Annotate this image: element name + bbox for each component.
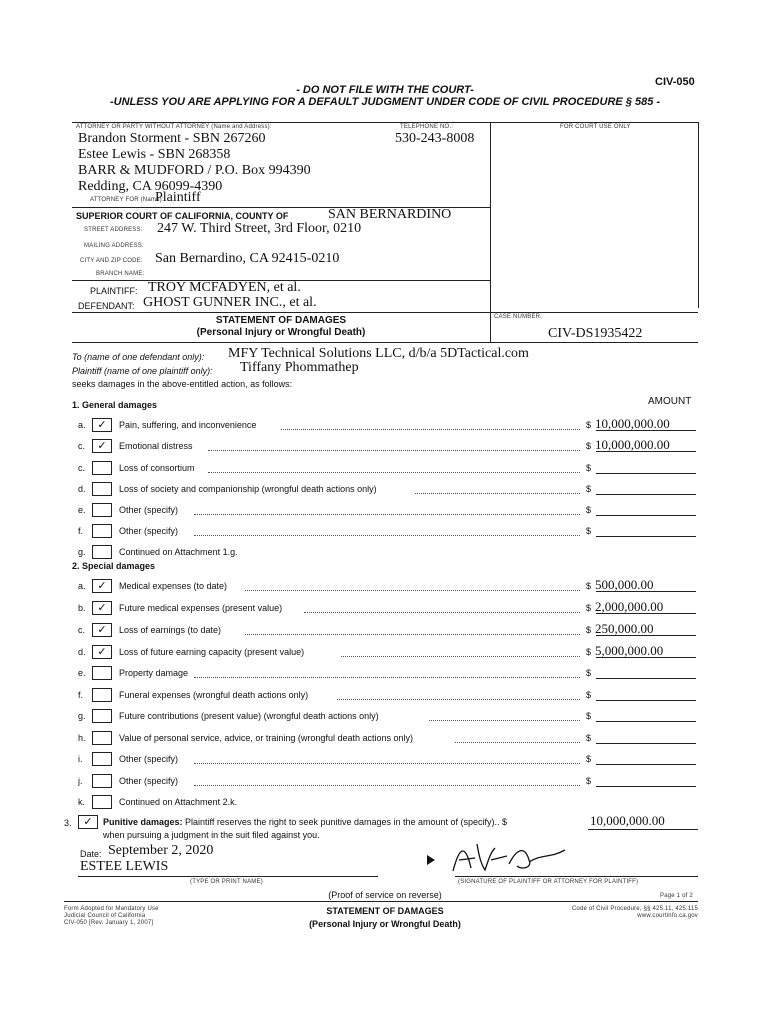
leader-dots bbox=[281, 429, 580, 430]
item-letter: c. bbox=[78, 625, 86, 635]
amount-value: 10,000,000.00 bbox=[595, 416, 670, 431]
amount-field[interactable] bbox=[586, 621, 696, 637]
leader-dots bbox=[415, 493, 580, 494]
damage-label: Other (specify) bbox=[119, 776, 179, 786]
caption-top-border bbox=[72, 122, 698, 123]
page-number: Page 1 of 2 bbox=[660, 893, 693, 899]
item-letter: b. bbox=[78, 603, 86, 613]
item-letter: c. bbox=[78, 441, 86, 451]
date-value: September 2, 2020 bbox=[108, 843, 214, 858]
damage-label: Future contributions (present value) (wrongful death actions only) bbox=[119, 711, 379, 721]
telephone-value: 530-243-8008 bbox=[395, 131, 475, 146]
damage-label: Other (specify) bbox=[119, 505, 179, 515]
amount-field[interactable] bbox=[586, 522, 696, 538]
damage-checkbox[interactable] bbox=[92, 461, 112, 475]
amount-line bbox=[596, 430, 696, 431]
item-letter: a. bbox=[78, 420, 86, 430]
amount-value: 5,000,000.00 bbox=[595, 643, 664, 658]
amount-field[interactable] bbox=[586, 686, 696, 702]
amount-line bbox=[596, 613, 696, 614]
damage-checkbox[interactable] bbox=[92, 545, 112, 559]
amount-field[interactable] bbox=[586, 480, 696, 496]
amount-line bbox=[596, 678, 696, 679]
item-letter: f. bbox=[78, 690, 84, 700]
damage-label: Value of personal service, advice, or training (wrongful death actions only) bbox=[119, 733, 413, 743]
plaintiff-intro-label: Plaintiff (name of one plaintiff only): bbox=[72, 366, 213, 376]
damage-checkbox[interactable]: ✓ bbox=[92, 579, 112, 593]
leader-dots bbox=[208, 450, 580, 451]
city-value: San Bernardino, CA 92415-0210 bbox=[155, 251, 340, 266]
damage-label: Loss of consortium bbox=[119, 463, 195, 473]
leader-dots bbox=[337, 699, 580, 700]
attorney-line: Brandon Storment - SBN 267260 bbox=[78, 131, 266, 146]
leader-dots bbox=[208, 472, 580, 473]
amount-line bbox=[596, 657, 696, 658]
amount-field[interactable] bbox=[586, 599, 696, 615]
item-letter: j. bbox=[78, 776, 83, 786]
leader-dots bbox=[341, 656, 580, 657]
item-letter: g. bbox=[78, 711, 86, 721]
dollar-sign: $ bbox=[586, 711, 592, 721]
item-letter: e. bbox=[78, 505, 86, 515]
attorney-for-value: Plaintiff bbox=[155, 190, 201, 205]
damage-checkbox[interactable]: ✓ bbox=[92, 439, 112, 453]
plaintiff-intro-value: Tiffany Phommathep bbox=[240, 360, 359, 375]
to-label: To (name of one defendant only): bbox=[72, 352, 205, 362]
caption-title-line: STATEMENT OF DAMAGES bbox=[215, 315, 347, 326]
damage-checkbox[interactable] bbox=[92, 482, 112, 496]
damage-label: Other (specify) bbox=[119, 754, 179, 764]
damage-label: Medical expenses (to date) bbox=[119, 581, 228, 591]
item-letter: k. bbox=[78, 797, 86, 807]
attorney-block bbox=[78, 131, 311, 195]
item-letter: g. bbox=[78, 547, 86, 557]
punitive-text-2: when pursuing a judgment in the suit filed against you. bbox=[103, 830, 320, 840]
leader-dots bbox=[455, 742, 580, 743]
damage-label: Other (specify) bbox=[119, 526, 179, 536]
footer-title-line: (Personal Injury or Wrongful Death) bbox=[309, 919, 461, 929]
footer-right-line: www.courtinfo.ca.gov bbox=[637, 913, 698, 919]
amount-field[interactable] bbox=[586, 750, 696, 766]
county-value: SAN BERNARDINO bbox=[328, 207, 452, 222]
footer-title-line: STATEMENT OF DAMAGES bbox=[326, 906, 444, 916]
dollar-sign: $ bbox=[586, 776, 592, 786]
punitive-checkbox[interactable]: ✓ bbox=[78, 815, 98, 829]
punitive-amount-line bbox=[588, 829, 698, 830]
dollar-sign: $ bbox=[586, 754, 592, 764]
caption-title bbox=[72, 315, 490, 339]
amount-line bbox=[596, 494, 696, 495]
amount-line bbox=[596, 451, 696, 452]
caption-title-line: (Personal Injury or Wrongful Death) bbox=[196, 327, 366, 338]
street-label: STREET ADDRESS: bbox=[84, 227, 143, 233]
footer-right bbox=[540, 906, 698, 920]
caption-right-border bbox=[698, 122, 699, 308]
amount-header: AMOUNT bbox=[648, 396, 692, 407]
plaintiff-label: PLAINTIFF: bbox=[90, 286, 138, 296]
item-letter: d. bbox=[78, 647, 86, 657]
damage-label: Continued on Attachment 1.g. bbox=[119, 547, 238, 557]
item-letter: i. bbox=[78, 754, 83, 764]
name-line bbox=[78, 876, 378, 877]
dollar-sign: $ bbox=[586, 526, 592, 536]
damage-checkbox[interactable]: ✓ bbox=[92, 601, 112, 615]
dollar-sign: $ bbox=[586, 603, 592, 613]
amount-field[interactable] bbox=[586, 416, 696, 432]
caption-title-rule bbox=[72, 312, 698, 313]
general-heading: 1. General damages bbox=[72, 400, 158, 410]
item-letter: c. bbox=[78, 463, 86, 473]
amount-line bbox=[596, 515, 696, 516]
footer-right-line: Code of Civil Procedure, §§ 425.11, 425.115 bbox=[571, 906, 698, 912]
court-use-label: FOR COURT USE ONLY bbox=[560, 124, 631, 130]
leader-dots bbox=[194, 763, 580, 764]
amount-line bbox=[596, 473, 696, 474]
damage-checkbox[interactable] bbox=[92, 688, 112, 702]
damage-label: Loss of earnings (to date) bbox=[119, 625, 222, 635]
date-label: Date: bbox=[80, 849, 102, 859]
amount-line bbox=[596, 635, 696, 636]
punitive-amount-value: 10,000,000.00 bbox=[590, 813, 665, 828]
branch-label: BRANCH NAME: bbox=[96, 271, 145, 277]
dollar-sign: $ bbox=[586, 441, 592, 451]
case-number-value: CIV-DS1935422 bbox=[548, 326, 643, 341]
damage-checkbox[interactable] bbox=[92, 709, 112, 723]
amount-field[interactable] bbox=[586, 707, 696, 723]
to-value: MFY Technical Solutions LLC, d/b/a 5DTactical.com bbox=[228, 346, 529, 361]
amount-field[interactable] bbox=[586, 459, 696, 475]
amount-value: 500,000.00 bbox=[595, 577, 654, 592]
damage-label: Loss of society and companionship (wrongful death actions only) bbox=[119, 484, 377, 494]
damage-checkbox[interactable]: ✓ bbox=[92, 623, 112, 637]
amount-field[interactable] bbox=[586, 729, 696, 745]
dollar-sign: $ bbox=[586, 463, 592, 473]
damage-label: Loss of future earning capacity (present value) bbox=[119, 647, 305, 657]
footer-rule bbox=[64, 901, 698, 902]
signature-arrow bbox=[427, 855, 435, 865]
damage-label: Funeral expenses (wrongful death actions only) bbox=[119, 690, 309, 700]
signature-mark bbox=[425, 838, 585, 880]
item-letter: e. bbox=[78, 668, 86, 678]
dollar-sign: $ bbox=[586, 668, 592, 678]
punitive-amount bbox=[590, 812, 700, 830]
dollar-sign: $ bbox=[586, 420, 592, 430]
damage-label: Continued on Attachment 2.k. bbox=[119, 797, 238, 807]
damage-checkbox[interactable] bbox=[92, 503, 112, 517]
attorney-label: ATTORNEY OR PARTY WITHOUT ATTORNEY (Name and Address): bbox=[76, 124, 272, 130]
punitive-text-line bbox=[103, 817, 507, 827]
telephone-label: TELEPHONE NO.: bbox=[400, 124, 454, 130]
damage-checkbox[interactable] bbox=[92, 666, 112, 680]
caption-divider bbox=[490, 122, 491, 342]
amount-line bbox=[596, 786, 696, 787]
street-value: 247 W. Third Street, 3rd Floor, 0210 bbox=[157, 221, 362, 236]
item-letter: a. bbox=[78, 581, 86, 591]
damage-checkbox[interactable] bbox=[92, 774, 112, 788]
dollar-sign: $ bbox=[586, 647, 592, 657]
dollar-sign: $ bbox=[586, 484, 592, 494]
city-label: CITY AND ZIP CODE: bbox=[80, 258, 143, 264]
dollar-sign: $ bbox=[586, 505, 592, 515]
amount-line bbox=[596, 536, 696, 537]
amount-field[interactable] bbox=[586, 664, 696, 680]
leader-dots bbox=[429, 720, 580, 721]
amount-line bbox=[596, 743, 696, 744]
mailing-label: MAILING ADDRESS: bbox=[84, 243, 144, 249]
plaintiff-value: TROY MCFADYEN, et al. bbox=[148, 280, 301, 295]
defendant-value: GHOST GUNNER INC., et al. bbox=[143, 295, 317, 310]
amount-line bbox=[596, 764, 696, 765]
amount-value: 2,000,000.00 bbox=[595, 599, 664, 614]
amount-field[interactable] bbox=[586, 772, 696, 788]
attorney-for-label: ATTORNEY FOR (Name): bbox=[90, 197, 164, 203]
amount-value: 10,000,000.00 bbox=[595, 437, 670, 452]
leader-dots bbox=[245, 590, 580, 591]
signature-label: (SIGNATURE OF PLAINTIFF OR ATTORNEY FOR PLAINTIFF) bbox=[458, 879, 639, 885]
amount-line bbox=[596, 721, 696, 722]
punitive-bold: Punitive damages: bbox=[103, 817, 183, 827]
damage-checkbox[interactable] bbox=[92, 731, 112, 745]
court-label: SUPERIOR COURT OF CALIFORNIA, COUNTY OF bbox=[76, 211, 289, 221]
header-line-1: - DO NOT FILE WITH THE COURT- bbox=[296, 84, 474, 96]
attorney-line: Redding, CA 96099-4390 bbox=[78, 179, 223, 194]
signature-stroke bbox=[453, 844, 565, 871]
dollar-sign: $ bbox=[586, 733, 592, 743]
amount-field[interactable] bbox=[586, 577, 696, 593]
caption-bottom-border bbox=[72, 342, 698, 343]
signature-line bbox=[455, 876, 698, 877]
proof-of-service: (Proof of service on reverse) bbox=[328, 890, 442, 900]
seeks-text: seeks damages in the above-entitled action, as follows: bbox=[72, 379, 293, 389]
item-letter: f. bbox=[78, 526, 84, 536]
footer-left-line: Form Adopted for Mandatory Use bbox=[64, 906, 159, 912]
header-line-2: -UNLESS YOU ARE APPLYING FOR A DEFAULT JUDGMENT UNDER CODE OF CIVIL PROCEDURE § 585 - bbox=[109, 96, 661, 108]
punitive-text: Plaintiff reserves the right to seek punitive damages in the amount of (specify).. $ bbox=[185, 817, 508, 827]
damage-checkbox[interactable]: ✓ bbox=[92, 418, 112, 432]
damage-checkbox[interactable] bbox=[92, 524, 112, 538]
leader-dots bbox=[194, 535, 580, 536]
footer-left-line: Judicial Council of California bbox=[64, 913, 146, 919]
amount-line bbox=[596, 591, 696, 592]
case-number-label: CASE NUMBER: bbox=[494, 314, 543, 320]
signer-name: ESTEE LEWIS bbox=[80, 859, 169, 874]
leader-dots bbox=[245, 634, 580, 635]
punitive-number: 3. bbox=[64, 818, 72, 828]
damage-checkbox[interactable] bbox=[92, 795, 112, 809]
damage-checkbox[interactable] bbox=[92, 752, 112, 766]
damage-label: Property damage bbox=[119, 668, 189, 678]
type-name-label: (TYPE OR PRINT NAME) bbox=[190, 879, 263, 885]
defendant-label: DEFENDANT: bbox=[78, 301, 135, 311]
leader-dots bbox=[194, 677, 580, 678]
attorney-line: Estee Lewis - SBN 268358 bbox=[78, 147, 231, 162]
damage-label: Pain, suffering, and inconvenience bbox=[119, 420, 257, 430]
amount-field[interactable] bbox=[586, 501, 696, 517]
attorney-line: BARR & MUDFORD / P.O. Box 994390 bbox=[78, 163, 311, 178]
damage-checkbox[interactable]: ✓ bbox=[92, 645, 112, 659]
damage-label: Future medical expenses (present value) bbox=[119, 603, 283, 613]
leader-dots bbox=[194, 514, 580, 515]
dollar-sign: $ bbox=[586, 581, 592, 591]
leader-dots bbox=[194, 785, 580, 786]
damage-label: Emotional distress bbox=[119, 441, 193, 451]
item-letter: d. bbox=[78, 484, 86, 494]
form-number: CIV-050 bbox=[655, 76, 695, 88]
amount-value: 250,000.00 bbox=[595, 621, 654, 636]
item-letter: h. bbox=[78, 733, 86, 743]
dollar-sign: $ bbox=[586, 690, 592, 700]
amount-field[interactable] bbox=[586, 437, 696, 453]
leader-dots bbox=[304, 612, 580, 613]
footer-left-line: CIV-050 [Rev. January 1, 2007] bbox=[64, 920, 154, 926]
amount-field[interactable] bbox=[586, 643, 696, 659]
amount-line bbox=[596, 700, 696, 701]
special-heading: 2. Special damages bbox=[72, 561, 156, 571]
dollar-sign: $ bbox=[586, 625, 592, 635]
